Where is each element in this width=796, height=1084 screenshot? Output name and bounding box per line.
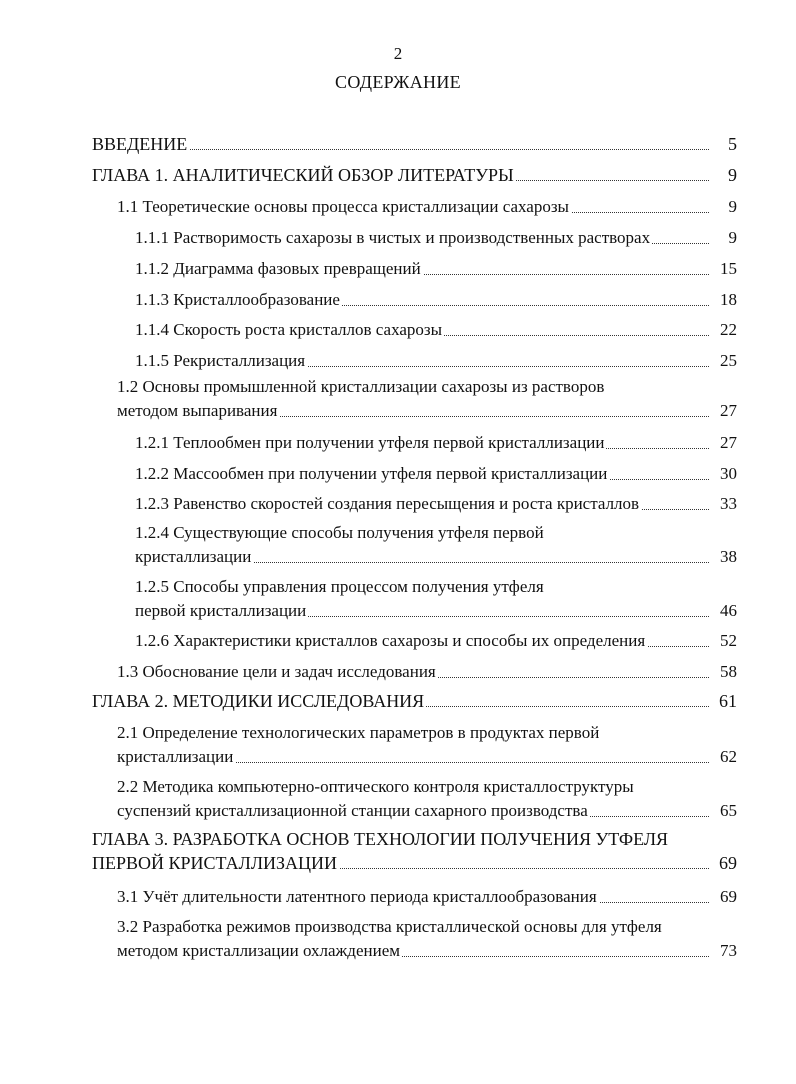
- page-title: СОДЕРЖАНИЕ: [335, 72, 461, 92]
- toc-page-number: 69: [717, 885, 737, 909]
- toc-page-number: 27: [717, 399, 737, 423]
- toc-entry-title: 1.1 Теоретические основы процесса кристаллизации сахарозы: [117, 197, 569, 216]
- toc-entry-title: 1.2.4 Существующие способы получения утфеля первой: [135, 523, 544, 542]
- toc-entry-line: [135, 288, 737, 312]
- toc-entry: [135, 575, 737, 623]
- toc-entry-title: 1.2.2 Массообмен при получении утфеля первой кристаллизации: [135, 464, 608, 483]
- toc-entry: [135, 521, 737, 569]
- toc-entry-line: [117, 660, 737, 684]
- toc-entry-title: ВВЕДЕНИЕ: [92, 134, 188, 154]
- toc-entry-line: [135, 521, 737, 545]
- toc-entry-line: [135, 599, 737, 623]
- toc-entry: [117, 915, 737, 963]
- toc-page-number: 46: [717, 599, 737, 623]
- toc-entry-line: [92, 163, 737, 187]
- page-number: 2: [393, 44, 403, 63]
- toc-entry-line: [135, 349, 737, 373]
- toc-entry-title: ГЛАВА 3. РАЗРАБОТКА ОСНОВ ТЕХНОЛОГИИ ПОЛУЧЕНИЯ УТФЕЛЯ: [92, 829, 669, 849]
- toc-entry-title: суспензий кристаллизационной станции сахарного производства: [117, 801, 588, 820]
- toc-entry-line: [135, 629, 737, 653]
- toc-page-number: 58: [717, 660, 737, 684]
- toc-entry-title: 1.1.5 Рекристаллизация: [135, 351, 306, 370]
- toc-entry-title: 2.1 Определение технологических параметров в продуктах первой: [117, 723, 600, 742]
- toc-entry: [135, 431, 737, 455]
- toc-entry-line: [135, 431, 737, 455]
- toc-entry: [117, 885, 737, 909]
- toc-entry-title: 1.2 Основы промышленной кристаллизации сахарозы из растворов: [117, 377, 605, 396]
- toc-entry: [135, 226, 737, 250]
- toc-page-number: 9: [726, 195, 738, 219]
- toc-entry-line: [135, 492, 737, 516]
- toc-entry-title: ГЛАВА 2. МЕТОДИКИ ИССЛЕДОВАНИЯ: [92, 691, 425, 711]
- toc-page-number: 15: [717, 257, 737, 281]
- toc-entry-title: методом кристаллизации охлаждением: [117, 941, 400, 960]
- toc-entry-line: [135, 462, 737, 486]
- toc-entry-line: [92, 132, 737, 156]
- toc-entry-line: [135, 575, 737, 599]
- toc-entry-title: первой кристаллизации: [135, 601, 307, 620]
- toc-entry-title: ПЕРВОЙ КРИСТАЛЛИЗАЦИИ: [92, 853, 338, 873]
- toc-entry: [135, 257, 737, 281]
- toc-entry-title: 1.1.1 Растворимость сахарозы в чистых и производственных растворах: [135, 228, 651, 247]
- toc-entry-title: 1.1.4 Скорость роста кристаллов сахарозы: [135, 320, 443, 339]
- toc-entry: [117, 775, 737, 823]
- toc-entry-title: кристаллизации: [135, 547, 252, 566]
- toc-entry-line: [135, 545, 737, 569]
- toc-entry-title: 2.2 Методика компьютерно-оптического контроля кристаллоструктуры: [117, 777, 634, 796]
- toc-entry-title: кристаллизации: [117, 747, 234, 766]
- toc-entry-line: [117, 721, 737, 745]
- toc-page-number: 9: [725, 163, 737, 187]
- toc-entry-line: [117, 915, 737, 939]
- toc-entry: [117, 375, 737, 423]
- toc-page-number: 33: [717, 492, 737, 516]
- toc-entry: [92, 689, 737, 713]
- toc-entry-line: [117, 375, 737, 399]
- toc-entry-title: 1.1.2 Диаграмма фазовых превращений: [135, 259, 421, 278]
- toc-page-number: 30: [717, 462, 737, 486]
- toc-page-number: 61: [716, 689, 737, 713]
- toc-entry-line: [117, 195, 737, 219]
- toc-entry-title: 1.2.1 Теплообмен при получении утфеля первой кристаллизации: [135, 433, 605, 452]
- toc-entry: [117, 660, 737, 684]
- toc-page-number: 18: [717, 288, 737, 312]
- toc-entry: [135, 349, 737, 373]
- toc-entry-line: [117, 939, 737, 963]
- toc-entry-line: [135, 257, 737, 281]
- toc-entry: [135, 318, 737, 342]
- toc-entry-title: 1.2.3 Равенство скоростей создания пересыщения и роста кристаллов: [135, 494, 640, 513]
- toc-entry: [135, 288, 737, 312]
- toc-page-number: 38: [717, 545, 737, 569]
- toc-page-number: 65: [717, 799, 737, 823]
- toc-page-number: 73: [717, 939, 737, 963]
- toc-entry-title: ГЛАВА 1. АНАЛИТИЧЕСКИЙ ОБЗОР ЛИТЕРАТУРЫ: [92, 165, 514, 185]
- toc-page-number: 5: [725, 132, 737, 156]
- toc-page-number: 52: [717, 629, 737, 653]
- toc-entry-title: 3.2 Разработка режимов производства кристаллической основы для утфеля: [117, 917, 662, 936]
- toc-entry-line: [135, 318, 737, 342]
- toc-entry-line: [117, 399, 737, 423]
- toc-entry: [135, 629, 737, 653]
- toc-entry: [117, 195, 737, 219]
- toc-entry: [92, 827, 737, 875]
- toc-entry-title: 3.1 Учёт длительности латентного периода кристаллообразования: [117, 887, 597, 906]
- toc-entry-line: [92, 827, 737, 851]
- toc-entry-line: [135, 226, 737, 250]
- toc-entry: [117, 721, 737, 769]
- toc-entry-line: [92, 689, 737, 713]
- toc-entry-line: [92, 851, 737, 875]
- toc-entry-line: [117, 885, 737, 909]
- toc-entry-line: [117, 775, 737, 799]
- toc-page-number: 69: [716, 851, 737, 875]
- toc-entry: [92, 132, 737, 156]
- toc-page-number: 27: [717, 431, 737, 455]
- toc-entry-title: 1.3 Обоснование цели и задач исследования: [117, 662, 436, 681]
- toc-page-number: 62: [717, 745, 737, 769]
- toc-entry: [135, 462, 737, 486]
- toc-entry-title: 1.2.5 Способы управления процессом получения утфеля: [135, 577, 544, 596]
- toc-page-number: 25: [717, 349, 737, 373]
- toc-page-number: 22: [717, 318, 737, 342]
- toc-entry-title: методом выпаривания: [117, 401, 278, 420]
- toc-entry: [135, 492, 737, 516]
- toc-entry: [92, 163, 737, 187]
- toc-page-number: 9: [726, 226, 738, 250]
- toc-entry-title: 1.1.3 Кристаллообразование: [135, 290, 340, 309]
- toc-entry-line: [117, 799, 737, 823]
- toc-entry-line: [117, 745, 737, 769]
- toc-entry-title: 1.2.6 Характеристики кристаллов сахарозы и способы их определения: [135, 631, 646, 650]
